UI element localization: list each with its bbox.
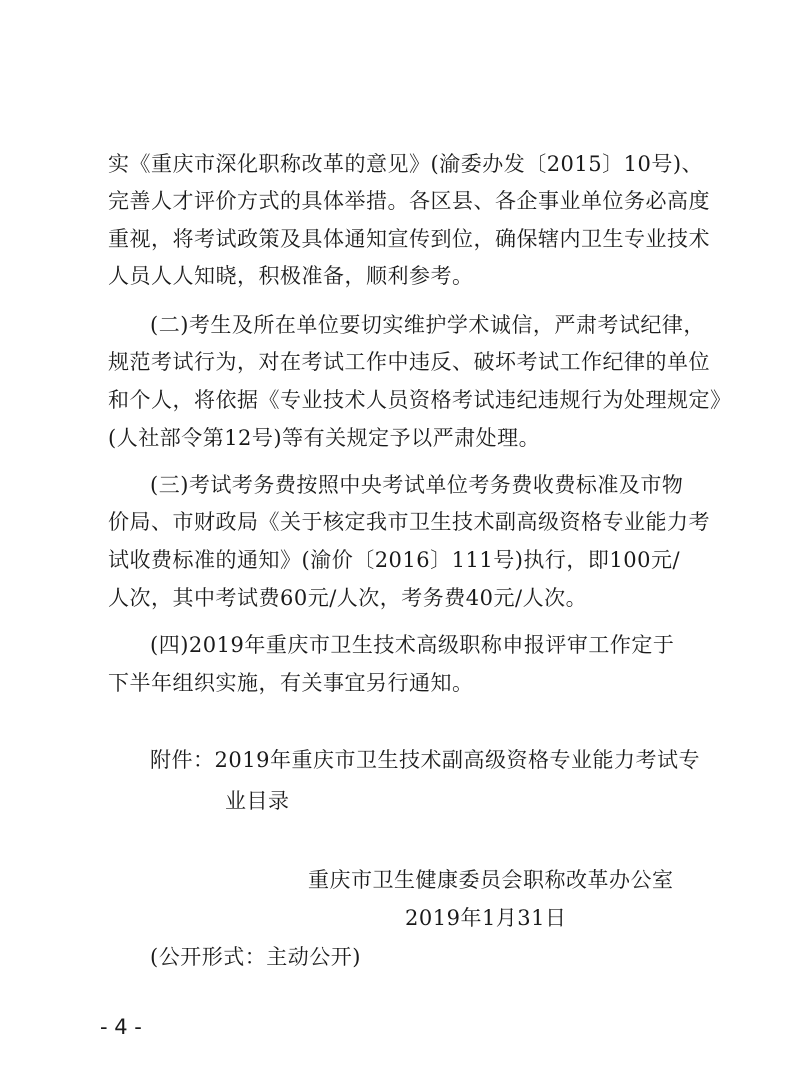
paragraph-2-line-3: 和个人，将依据《专业技术人员资格考试违纪违规行为处理规定》 [108, 388, 732, 412]
paragraph-2-line-4: (人社部令第12号)等有关规定予以严肃处理。 [108, 426, 541, 450]
paragraph-2-line-2: 规范考试行为，对在考试工作中违反、破坏考试工作纪律的单位 [108, 350, 710, 374]
paragraph-3-line-3: 试收费标准的通知》(渝价〔2016〕111号)执行，即100元/ [108, 548, 681, 572]
body-line-3: 重视，将考试政策及具体通知宣传到位，确保辖内卫生专业技术 [108, 227, 710, 251]
paragraph-3-line-4: 人次，其中考试费60元/人次，考务费40元/人次。 [108, 586, 588, 610]
paragraph-3-line-1: (三)考试考务费按照中央考试单位考务费收费标准及市物 [150, 473, 684, 497]
attachment-line: 附件：2019年重庆市卫生技术副高级资格专业能力考试专 [150, 748, 700, 772]
signature-organization: 重庆市卫生健康委员会职称改革办公室 [308, 868, 674, 892]
attachment-continuation: 业目录 [225, 789, 290, 813]
signature-date: 2019年1月31日 [405, 906, 567, 930]
paragraph-4-line-1: (四)2019年重庆市卫生技术高级职称申报评审工作定于 [150, 633, 675, 657]
paragraph-2-line-1: (二)考生及所在单位要切实维护学术诚信，严肃考试纪律， [150, 313, 705, 337]
body-line-1: 实《重庆市深化职称改革的意见》(渝委办发〔2015〕10号)、 [108, 152, 704, 176]
disclosure-note: (公开形式：主动公开) [150, 945, 361, 969]
paragraph-3-line-2: 价局、市财政局《关于核定我市卫生技术副高级资格专业能力考 [108, 510, 710, 534]
paragraph-4-line-2: 下半年组织实施，有关事宜另行通知。 [108, 671, 474, 695]
page-number: - 4 - [100, 1015, 142, 1039]
body-line-2: 完善人才评价方式的具体举措。各区县、各企事业单位务必高度 [108, 189, 710, 213]
body-line-4: 人员人人知晓，积极准备，顺利参考。 [108, 264, 474, 288]
